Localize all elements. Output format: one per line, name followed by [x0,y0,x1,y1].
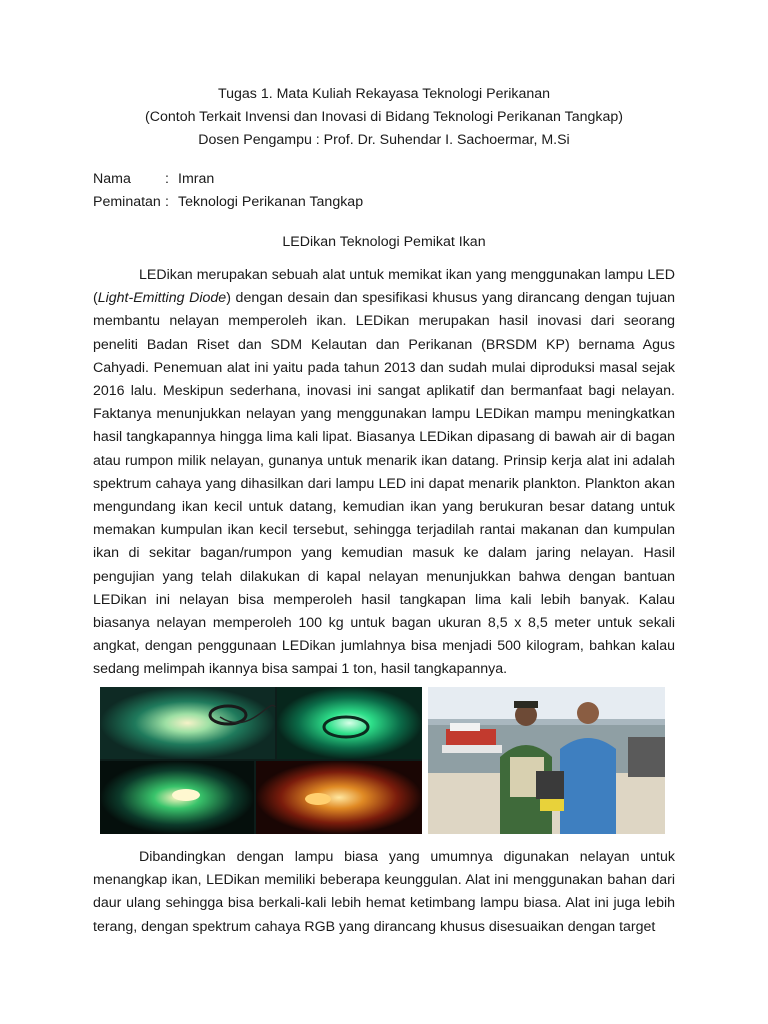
paragraph-1 [93,264,675,682]
major-label: Peminatan [93,194,161,210]
major-separator: : [165,194,169,210]
led-underwater-photo [100,687,422,834]
course-subtitle: (Contoh Terkait Invensi dan Inovasi di Bidang Teknologi Perikanan Tangkap) [145,109,623,125]
name-separator: : [165,171,169,187]
lecturer-line: Dosen Pengampu : Prof. Dr. Suhendar I. Sachoermar, M.Si [198,132,570,148]
name-value: Imran [178,171,215,187]
paragraph-1-italic-term: Light-Emitting Diode [97,290,227,307]
paragraph-1-text-b: ) dengan desain dan spesifikasi khusus yang dirancang dengan tujuan membantu nelayan memperoleh ikan. LEDikan merupakan hasil inovasi dari seorang peneliti Badan Riset dan SDM Kelautan dan Perikanan (BRSDM KP) bernama Agus Cahyadi. Penemuan alat ini yaitu pada tahun 2013 dan sudah mulai diproduksi masal sejak 2016 lalu. Meskipun sederhana, inovasi ini sangat aplikatif dan bermanfaat bagi nelayan. Faktanya menunjukkan nelayan yang menggunakan lampu LEDikan mampu meningkatkan hasil tangkapannya hingga lima kali lipat. Biasanya LEDikan dipasang di bawah air di bagan atau rumpon milik nelayan, gunanya untuk menarik ikan datang. Prinsip kerja alat ini adalah spektrum cahaya yang dihasilkan dari lampu LED ini dapat menarik plankton. Plankton akan mengundang ikan kecil untuk datang, kemudian ikan yang berukuran besar datang untuk memakan kumpulan ikan kecil tersebut, sehingga terjadilah rantai makanan dan kumpulan ikan di sekitar bagan/rumpon yang kemudian masuk ke dalam jaring nelayan. Hasil pengujian yang telah dilakukan di kapal nelayan menunjukkan bahwa dengan bantuan LEDikan ini nelayan bisa memperoleh hasil tangkapan lima kali lebih banyak. Kalau biasanya nelayan memperoleh 100 kg untuk bagan ukuran 8,5 x 8,5 meter untuk sekali angkat, dengan penggunaan LEDikan jumlahnya bisa menjadi 500 kilogram, bahkan kalau sedang melimpah ikannya bisa sampai 1 ton, hasil tangkapannya. [93,290,675,678]
paragraph-1-text-a: LEDikan merupakan sebuah alat untuk memikat ikan yang menggunakan lampu LED ( [93,267,675,307]
student-major-row [93,194,363,210]
inventor-photo [428,687,665,834]
major-value: Teknologi Perikanan Tangkap [178,194,364,210]
student-name-row [93,171,214,187]
name-label: Nama [93,171,131,187]
article-title: LEDikan Teknologi Pemikat Ikan [282,234,486,250]
paragraph-2: Dibandingkan dengan lampu biasa yang umumnya digunakan nelayan untuk menangkap ikan, LEDikan memiliki beberapa keunggulan. Alat ini menggunakan bahan dari daur ulang sehingga bisa berkali-kali lebih hemat ketimbang lampu biasa. Alat ini juga lebih terang, dengan spektrum cahaya RGB yang dirancang khusus disesuaikan dengan target [93,849,675,935]
course-title: Tugas 1. Mata Kuliah Rekayasa Teknologi Perikanan [217,86,551,102]
